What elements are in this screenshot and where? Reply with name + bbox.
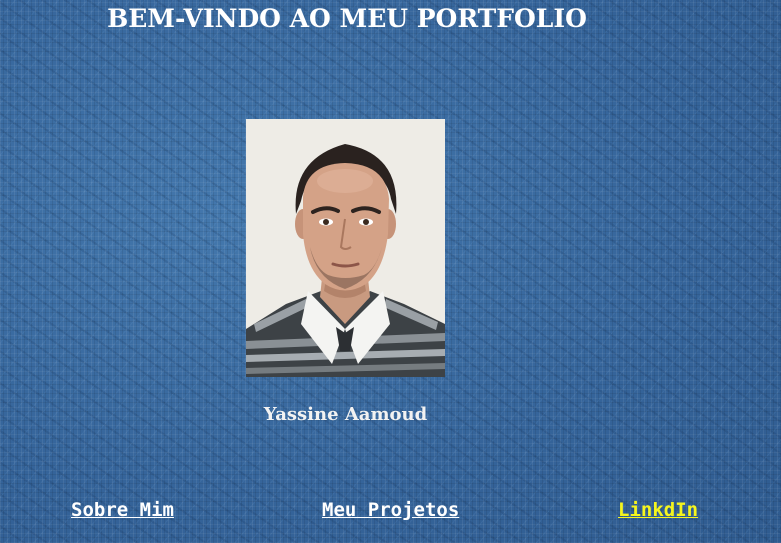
nav-link-projects[interactable]: Meu Projetos (322, 499, 460, 521)
profile-name: Yassine Aamoud (263, 404, 428, 425)
nav-link-about[interactable]: Sobre Mim (71, 499, 174, 521)
page-title: BEM-VINDO AO MEU PORTFOLIO (107, 4, 587, 33)
nav-link-linkedin[interactable]: LinkdIn (618, 499, 699, 521)
profile-photo (246, 119, 445, 377)
